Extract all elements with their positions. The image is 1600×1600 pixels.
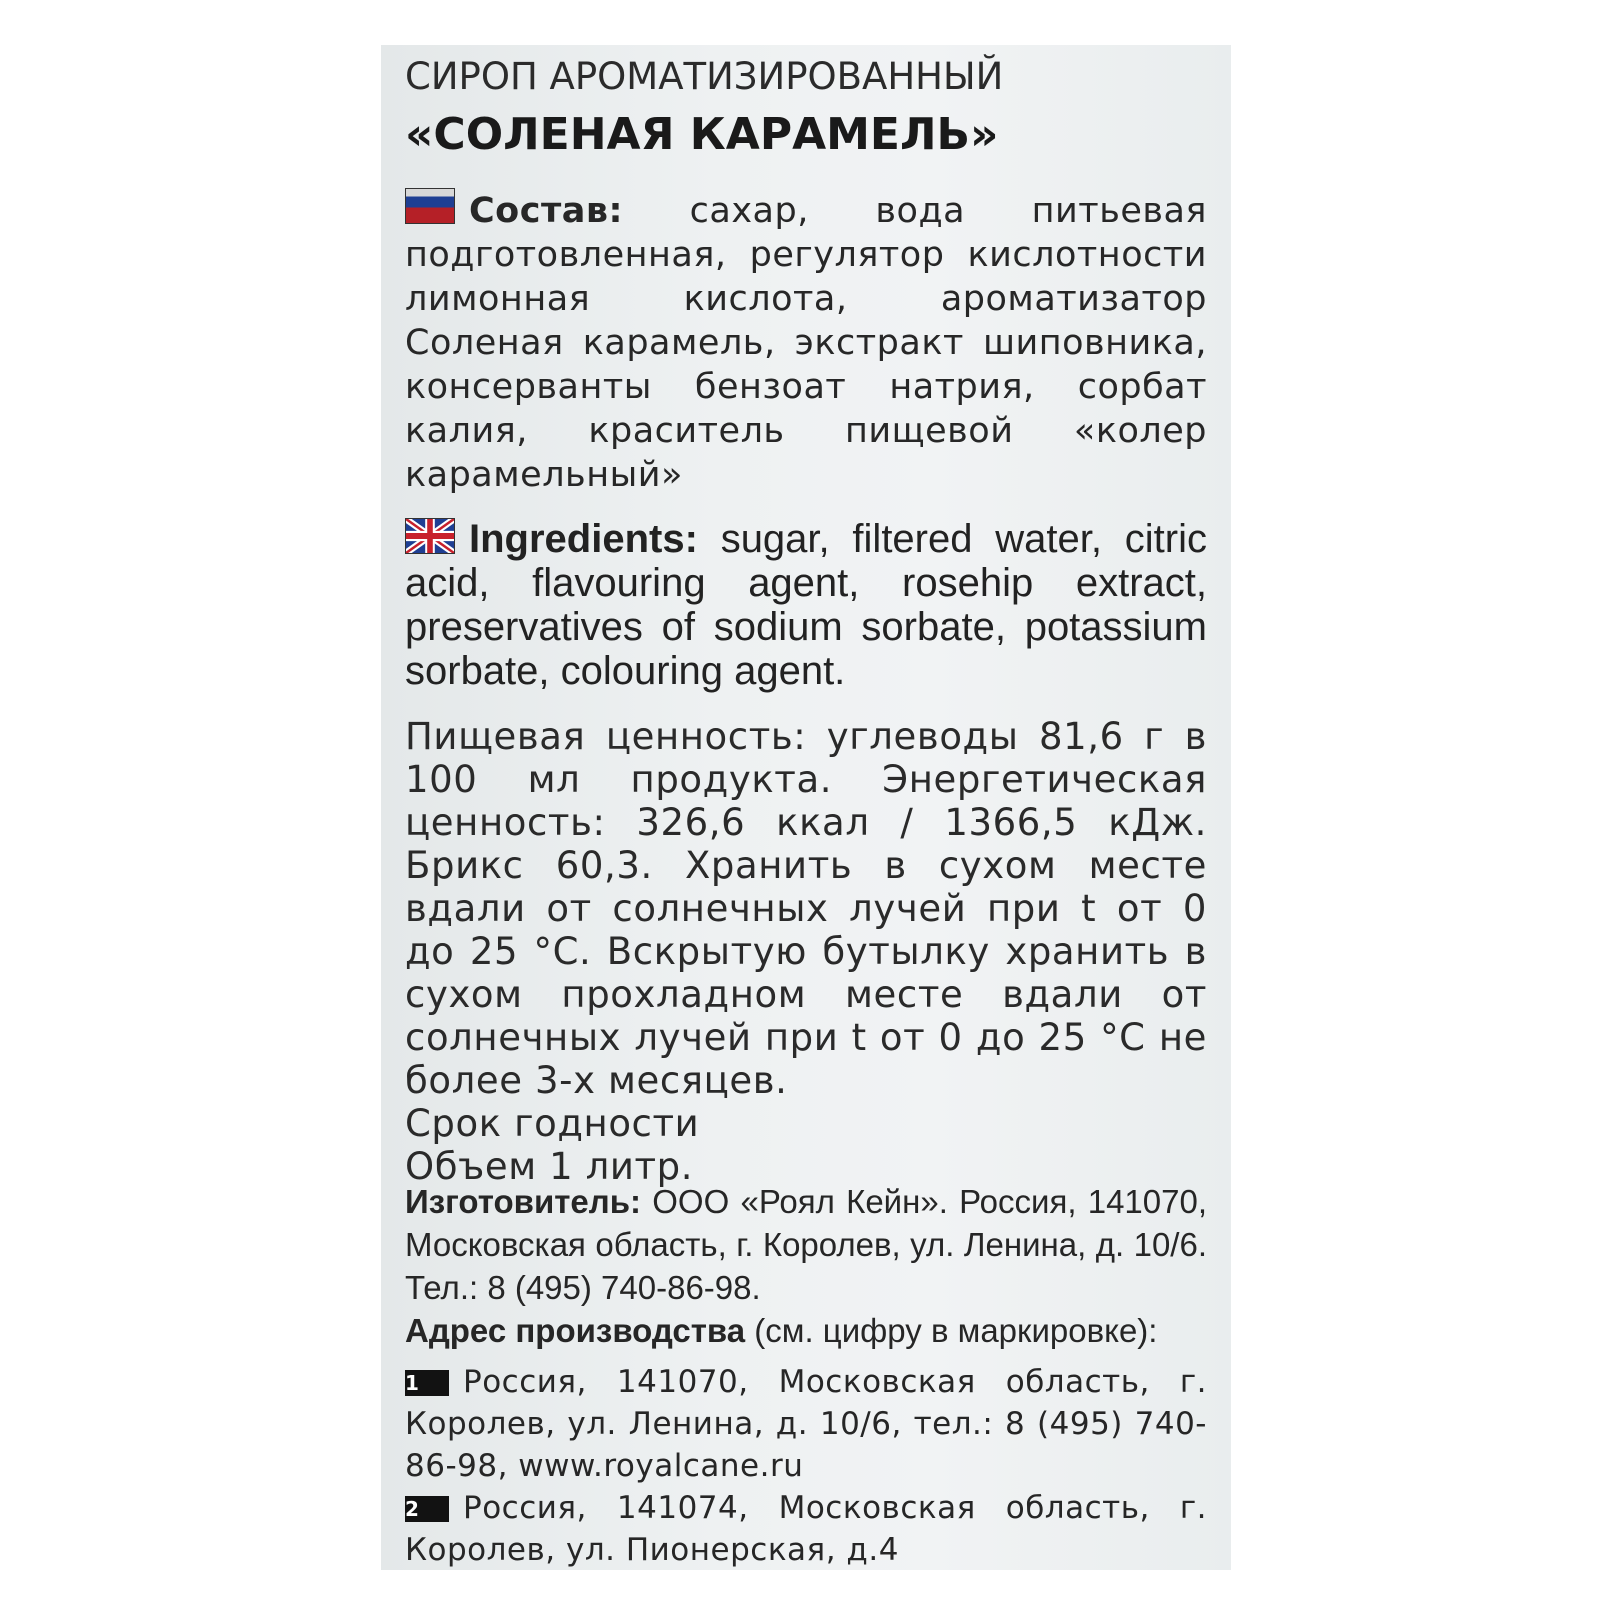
russia-flag-icon xyxy=(405,188,455,224)
ingredients-en xyxy=(405,517,1207,693)
manufacturer-info xyxy=(405,1180,1207,1309)
nutrition-text: Пищевая ценность: углеводы 81,6 г в 100 мл продукта. Энергетическая ценность: 326,6 ккал / 1366,5 кДж. Брикс 60,3. Хранить в сухом месте вдали от солнечных лучей при t от 0 до 25 °С. Вскрытую бутылку хранить в сухом прохладном месте вдали от солнечных лучей при t от 0 до 25 °С не более 3-х месяцев. xyxy=(405,715,1207,1102)
product-title: «СОЛЕНАЯ КАРАМЕЛЬ» xyxy=(405,109,999,160)
composition-ru xyxy=(405,188,1207,497)
composition-label: Состав: xyxy=(469,191,624,231)
shelf-life-text: Срок годности xyxy=(405,1102,700,1145)
manufacturer-text: ООО «Роял Кейн». Россия, 141070, Московская область, г. Королев, ул. Ленина, д. 10/6. Тел.: 8 (495) 740-86-98. xyxy=(405,1183,1208,1306)
volume-text: Объем 1 литр. xyxy=(405,1145,694,1188)
uk-flag-icon xyxy=(405,518,455,554)
product-subtitle: СИРОП АРОМАТИЗИРОВАННЫЙ xyxy=(405,55,1004,98)
production-note: (см. цифру в маркировке): xyxy=(754,1312,1158,1349)
manufacturer-label: Изготовитель: xyxy=(405,1183,641,1220)
ingredients-text: sugar, filtered water, citric acid, flavouring agent, rosehip extract, preservatives of sodium sorbate, potassium sorbate, colouring agent. xyxy=(405,517,1207,693)
production-address-header xyxy=(405,1310,1207,1352)
address-text: Россия, 141070, Московская область, г. Королев, ул. Ленина, д. 10/6, тел.: 8 (495) 740-86-98, www.royalcane.ru xyxy=(405,1364,1207,1484)
ingredients-label: Ingredients: xyxy=(469,517,698,561)
address-text: Россия, 141074, Московская область, г. Королев, ул. Пионерская, д.4 xyxy=(405,1490,1207,1568)
composition-text: сахар, вода питьевая подготовленная, регулятор кислотности лимонная кислота, ароматизатор Соленая карамель, экстракт шиповника, консерванты бензоат натрия, сорбат калия, краситель пищевой «колер карамельный» xyxy=(405,191,1207,495)
address-number-badge: 2 xyxy=(405,1496,449,1522)
production-address-item xyxy=(405,1487,1207,1570)
product-label xyxy=(381,45,1231,1570)
production-label: Адрес производства xyxy=(405,1312,746,1349)
production-address-item xyxy=(405,1361,1207,1487)
address-number-badge: 1 xyxy=(405,1370,449,1396)
nutrition-storage-info xyxy=(405,715,1207,1188)
